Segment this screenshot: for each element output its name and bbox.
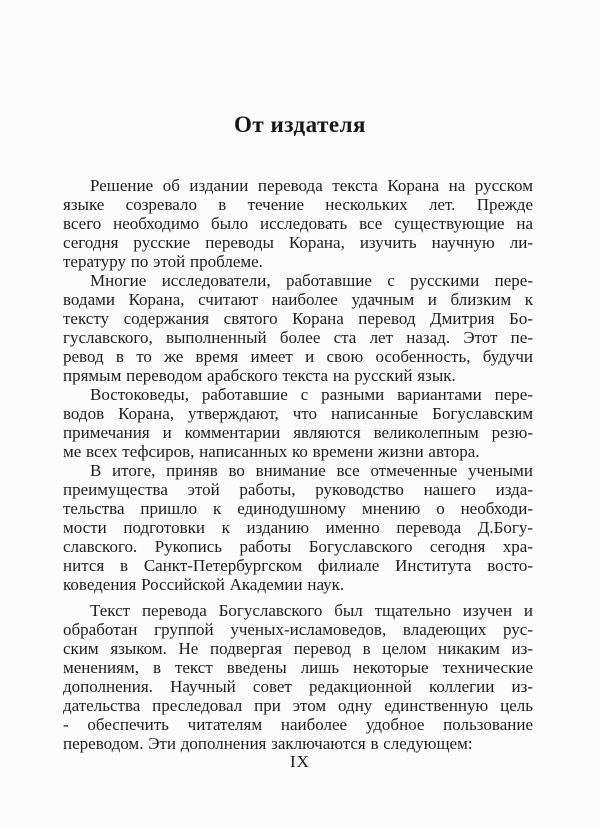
text-line: тельства пришло к единодушному мнению о необходи-	[63, 499, 533, 518]
paragraph	[63, 385, 533, 461]
text-line: нится в Санкт-Петербургском филиале Института восто-	[63, 556, 533, 575]
text-line: ревод в то же время имеет и свою особенность, будучи	[63, 347, 533, 366]
text-line: дательства преследовал при этом одну единственную цель	[63, 696, 533, 715]
text-line: тературу по этой проблеме.	[63, 252, 263, 271]
text-line: сегодня русские переводы Корана, изучить научную ли-	[63, 233, 533, 252]
text-line: Востоковеды, работавшие с разными вариантами пере-	[90, 385, 533, 404]
text-line: преимущества этой работы, руководство нашего изда-	[63, 480, 533, 499]
text-line: мости подготовки к изданию именно перевода Д.Богу-	[63, 518, 533, 537]
paragraph	[63, 176, 533, 271]
text-line: - обеспечить читателям наиболее удобное пользование	[63, 715, 533, 734]
text-line: гуславского, выполненный более ста лет назад. Этот пе-	[63, 328, 533, 347]
text-line: тексту содержания святого Корана перевод Дмитрия Бо-	[63, 309, 533, 328]
text-line: дополнения. Научный совет редакционной коллегии из-	[63, 677, 533, 696]
page-number: IX	[290, 752, 310, 771]
text-line: коведения Российской Академии наук.	[63, 575, 345, 594]
text-line: водами Корана, считают наиболее удачным и близким к	[63, 290, 533, 309]
text-line: менениям, в текст введены лишь некоторые технические	[63, 658, 533, 677]
text-line: Решение об издании перевода текста Корана на русском	[90, 176, 533, 195]
text-line: ским языком. Не подвергая перевод в целом никаким из-	[63, 639, 533, 658]
text-line: В итоге, приняв во внимание все отмеченные учеными	[90, 461, 533, 480]
page-title: От издателя	[234, 112, 366, 137]
text-line: всего необходимо было исследовать все существующие на	[63, 214, 533, 233]
page-body	[63, 176, 533, 753]
text-line: переводом. Эти дополнения заключаются в следующем:	[63, 734, 473, 753]
text-line: обработан группой ученых-исламоведов, владеющих рус-	[63, 620, 533, 639]
text-line: ме всех тефсиров, написанных ко времени жизни автора.	[63, 442, 480, 461]
paragraph	[63, 601, 533, 753]
text-line: языке созревало в течение нескольких лет. Прежде	[63, 195, 533, 214]
text-line: Многие исследователи, работавшие с русскими пере-	[90, 271, 533, 290]
text-line: водов Корана, утверждают, что написанные Богуславским	[63, 404, 533, 423]
text-line: Текст перевода Богуславского был тщательно изучен и	[90, 601, 533, 620]
text-line: примечания и комментарии являются великолепным резю-	[63, 423, 533, 442]
text-line: славского. Рукопись работы Богуславского сегодня хра-	[63, 537, 533, 556]
paragraph	[63, 271, 533, 385]
paragraph	[63, 461, 533, 594]
text-line: прямым переводом арабского текста на русский язык.	[63, 366, 456, 385]
